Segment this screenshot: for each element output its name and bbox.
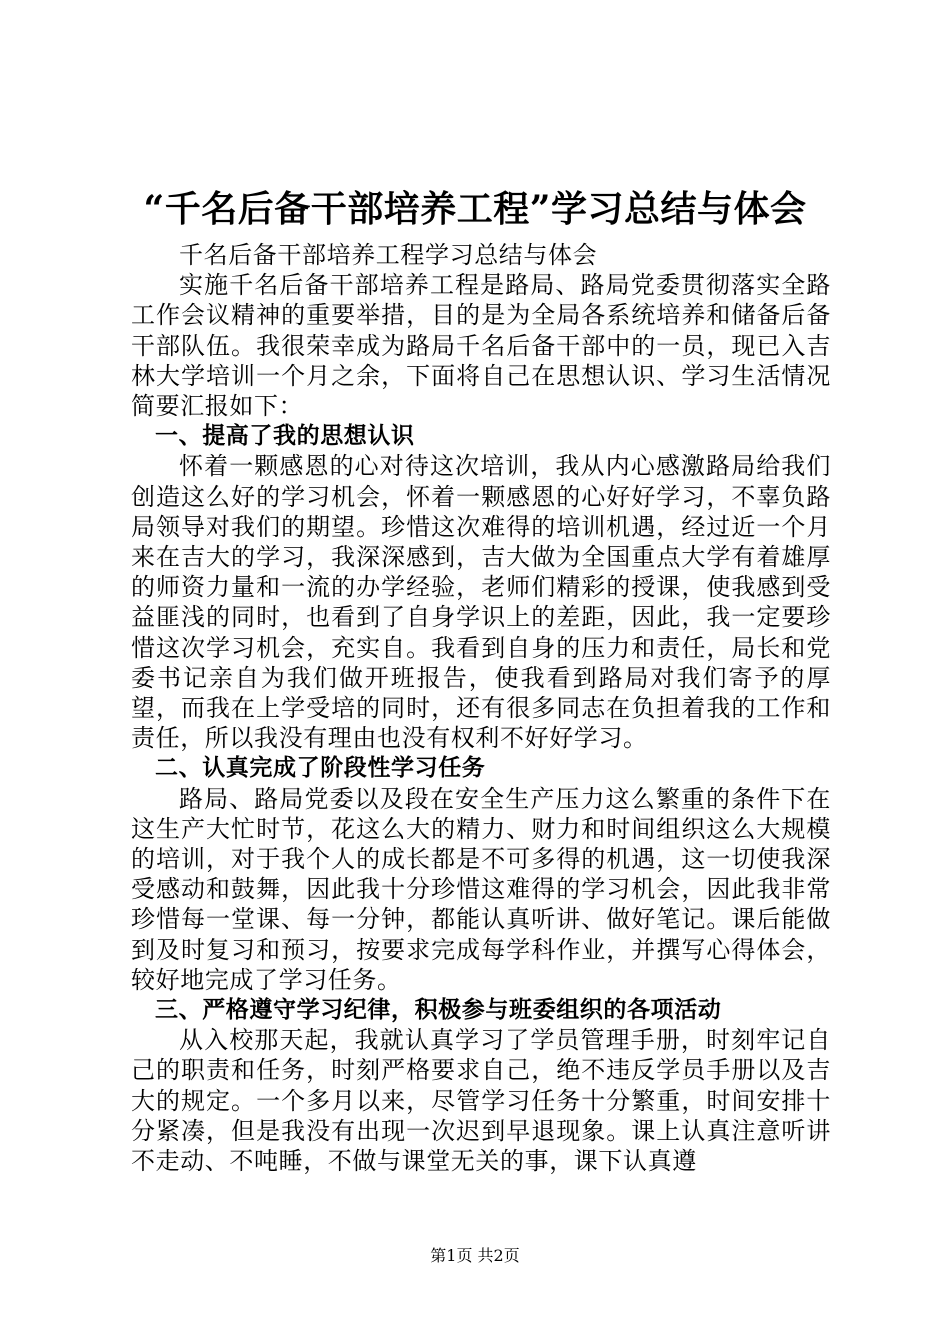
section-paragraph-1: 怀着一颗感恩的心对待这次培训，我从内心感激路局给我们创造这么好的学习机会，怀着一颗感恩的心好好学习，不辜负路局领导对我们的期望。珍惜这次难得的培训机遇，经过近一个月来在吉大的学习，我深深感到，吉大做为全国重点大学有着雄厚的师资力量和一流的办学经验，老师们精彩的授课，使我感到受益匪浅的同时，也看到了自身学识上的差距，因此，我一定要珍惜这次学习机会，充实自。我看到自身的压力和责任，局长和党委书记亲自为我们做开班报告，使我看到路局对我们寄予的厚望，而我在上学受培的同时，还有很多同志在负担着我的工作和责任，所以我没有理由也没有权利不好好学习。 (131, 452, 831, 753)
intro-paragraph: 实施千名后备干部培养工程是路局、路局党委贯彻落实全路工作会议精神的重要举措，目的是为全局各系统培养和储备后备干部队伍。我很荣幸成为路局千名后备干部中的一员，现已入吉林大学培训一个月之余，下面将自己在思想认识、学习生活情况简要汇报如下： (131, 271, 831, 421)
section-paragraph-2: 路局、路局党委以及段在安全生产压力这么繁重的条件下在这生产大忙时节，花这么大的精力、财力和时间组织这么大规模的培训，对于我个人的成长都是不可多得的机遇，这一切使我深受感动和鼓舞，因此我十分珍惜这难得的学习机会，因此我非常珍惜每一堂课、每一分钟，都能认真听讲、做好笔记。课后能做到及时复习和预习，按要求完成每学科作业，并撰写心得体会，较好地完成了学习任务。 (131, 784, 831, 994)
section-paragraph-3: 从入校那天起，我就认真学习了学员管理手册，时刻牢记自己的职责和任务，时刻严格要求自己，绝不违反学员手册以及吉大的规定。一个多月以来，尽管学习任务十分繁重，时间安排十分紧凑，但是我没有出现一次迟到早退现象。课上认真注意听讲不走动、不吨睡，不做与课堂无关的事，课下认真遵 (131, 1026, 831, 1176)
document-title: “千名后备干部培养工程”学习总结与体会 (143, 188, 807, 230)
section-heading-2: 二、认真完成了阶段性学习任务 (155, 755, 486, 782)
section-heading-3: 三、严格遵守学习纪律，积极参与班委组织的各项活动 (155, 997, 722, 1024)
document-subtitle: 千名后备干部培养工程学习总结与体会 (179, 241, 598, 269)
document-body (131, 240, 831, 1176)
section-heading-1: 一、提高了我的思想认识 (155, 423, 415, 450)
page-footer: 第1页 共2页 (430, 1246, 520, 1265)
